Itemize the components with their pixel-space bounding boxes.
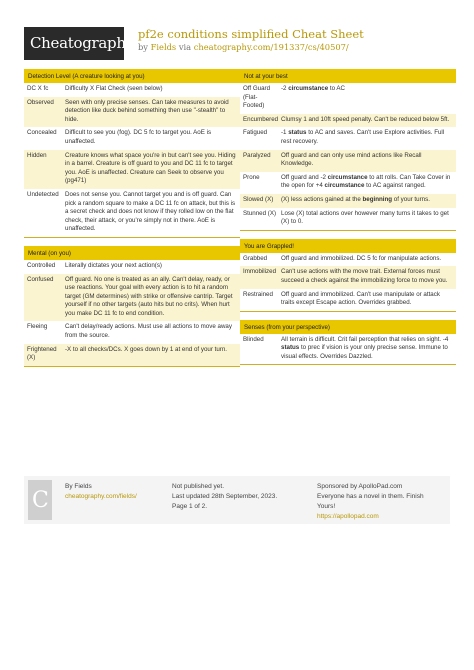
row-definition: Does not sense you. Cannot target you and is off guard. Can pick a random square to make a DC 11 fc on attack, but this is a secret check and does not know if they rolled low on the flat check, their attack, or you're simply not in there. AoE is unaffected.: [65, 190, 236, 233]
row-definition: Off guard and immobilized. Can't use manipulate or attack traits except Escape action. Overrides grabbed.: [281, 290, 440, 307]
row-definition: Lose (X) total actions over however many turns it takes to get (X) to 0.: [281, 209, 449, 226]
section-heading: Not at your best: [240, 69, 456, 83]
row-definition: -2 circumstance to AC: [281, 85, 345, 92]
page-title: pf2e conditions simplified Cheat Sheet: [138, 27, 364, 41]
row-term: Hidden: [27, 151, 47, 159]
section: [240, 320, 456, 366]
row-term: Fleeing: [27, 323, 48, 331]
byline-by: by: [138, 42, 148, 52]
table-row: [24, 189, 240, 237]
footer-author: [65, 482, 137, 502]
cheatography-logo[interactable]: [24, 27, 134, 60]
row-definition: Off guard. No one is treated as an ally. Can't delay, ready, or use reactions. Your goal with every action is to hit a random target (GM determines) with strike or offensive cantrip. Target yourself if no other targets (auto hits but no crits). When hurt you make DC 11 fc to end condition.: [65, 275, 233, 317]
logo-text: Cheatography: [30, 34, 134, 52]
row-definition: (X) less actions gained at the beginning of your turns.: [281, 195, 430, 203]
table-row: [24, 274, 240, 322]
row-definition: Can't delay/ready actions. Must use all actions to move away from the source.: [65, 323, 232, 340]
row-term: Blinded: [243, 335, 264, 343]
sheet-url-link[interactable]: cheatography.com/191337/cs/40507/: [193, 42, 349, 52]
page-footer: [24, 476, 450, 524]
footer-tagline-2: Yours!: [317, 503, 336, 510]
page-header: [0, 0, 474, 64]
row-term: Controlled: [27, 261, 56, 269]
table-row: [240, 194, 456, 208]
footer-sponsor: [317, 482, 424, 522]
row-term: Confused: [27, 275, 54, 283]
row-definition: Clumsy 1 and 10ft speed penalty. Can't be reduced below 5ft.: [281, 115, 450, 123]
row-term: Stunned (X): [243, 209, 277, 217]
section-heading: Detection Level (A creature looking at you): [24, 69, 240, 83]
row-term: Fatigued: [243, 129, 268, 137]
byline-via: via: [178, 42, 192, 52]
section-heading: Senses (from your perspective): [240, 320, 456, 334]
footer-page: Page 1 of 2.: [172, 503, 208, 510]
row-term: Frightened (X): [27, 345, 57, 362]
section: [24, 69, 240, 238]
row-definition: Literally dictates your next action(s): [65, 261, 162, 269]
author-link[interactable]: Fields: [150, 42, 177, 52]
table-row: [240, 253, 456, 267]
row-definition: Off guard and can only use mind actions like Recall Knowledge.: [281, 151, 422, 168]
footer-meta: [172, 482, 277, 512]
footer-logo-icon: [28, 480, 52, 520]
row-definition: Seen with only precise senses. Can take measures to avoid detection like duck behind something then use "-stealth" to hide.: [65, 98, 229, 123]
footer-updated: Last updated 28th September, 2023.: [172, 493, 278, 500]
row-definition: Can't use actions with the move trait. External forces must succeed a check against the immobilizing force to move you.: [281, 268, 448, 284]
table-row: [240, 208, 456, 230]
row-definition: Off guard and immobilized. DC 5 fc for manipulate actions.: [281, 254, 442, 262]
row-term: Paralyzed: [243, 151, 271, 159]
row-term: Slowed (X): [243, 195, 274, 203]
section-gap: [240, 231, 456, 239]
footer-author-link[interactable]: cheatography.com/fields/: [65, 493, 137, 500]
section: [240, 239, 456, 312]
footer-sponsor-text: Sponsored by ApolloPad.com: [317, 483, 403, 490]
footer-logo-letter: C: [32, 488, 49, 513]
table-row: [240, 289, 456, 311]
byline: [138, 42, 349, 52]
row-term: Immobilized: [243, 268, 277, 276]
row-definition: Difficulty X Flat Check (seen below): [65, 85, 163, 92]
section-heading: You are Grappled!: [240, 239, 456, 253]
row-term: Grabbed: [243, 254, 268, 262]
right-column: [240, 69, 456, 365]
table-row: [240, 83, 456, 114]
row-term: Concealed: [27, 129, 57, 137]
table-row: [24, 83, 240, 97]
footer-by: By Fields: [65, 483, 92, 490]
footer-sponsor-link[interactable]: https://apollopad.com: [317, 513, 379, 520]
table-row: [240, 150, 456, 172]
section-gap: [24, 238, 240, 246]
row-term: Observed: [27, 98, 54, 106]
left-column: [24, 69, 240, 367]
row-definition: All terrain is difficult. Crit fail perception that relies on sight. -4 status to prec if vision is your only precise sense. Immune to visual effects. Overrides Dazzled.: [281, 335, 449, 360]
table-row: [24, 97, 240, 128]
table-row: [24, 127, 240, 149]
row-definition: Difficult to see you (fog). DC 5 fc to target you. AoE is unaffected.: [65, 129, 212, 145]
row-definition: Creature knows what space you're in but can't see you. Hiding in a barrel. Creature is off guard to you and DC 11 fc to target you. AoE is unaffected. Creature can Seek to observe you (pg471): [65, 151, 236, 185]
row-term: Prone: [243, 173, 260, 181]
row-term: Undetected: [27, 190, 59, 198]
table-row: [24, 344, 240, 366]
row-term: Encumbered: [243, 115, 279, 123]
row-term: DC X fc: [27, 85, 49, 92]
section-gap: [240, 312, 456, 320]
section: [240, 69, 456, 231]
table-row: [24, 150, 240, 189]
table-row: [240, 334, 456, 365]
table-row: [24, 321, 240, 343]
footer-published: Not published yet.: [172, 483, 225, 490]
table-row: [240, 114, 456, 128]
row-term: Off Guard (Flat-Footed): [243, 85, 271, 110]
row-definition: -1 status to AC and saves. Can't use Explore activities. Full rest recovery.: [281, 129, 445, 145]
row-definition: -X to all checks/DCs. X goes down by 1 at end of your turn.: [65, 345, 227, 353]
table-row: [240, 172, 456, 194]
row-definition: Off guard and -2 circumstance to att rolls. Can Take Cover in the open for +4 circumstance to AC against ranged.: [281, 173, 451, 190]
section: [24, 246, 240, 367]
section-heading: Mental (on you): [24, 246, 240, 260]
table-row: [240, 127, 456, 149]
table-row: [24, 260, 240, 274]
row-term: Restrained: [243, 290, 273, 298]
table-row: [240, 266, 456, 288]
footer-tagline-1: Everyone has a novel in them. Finish: [317, 493, 424, 500]
